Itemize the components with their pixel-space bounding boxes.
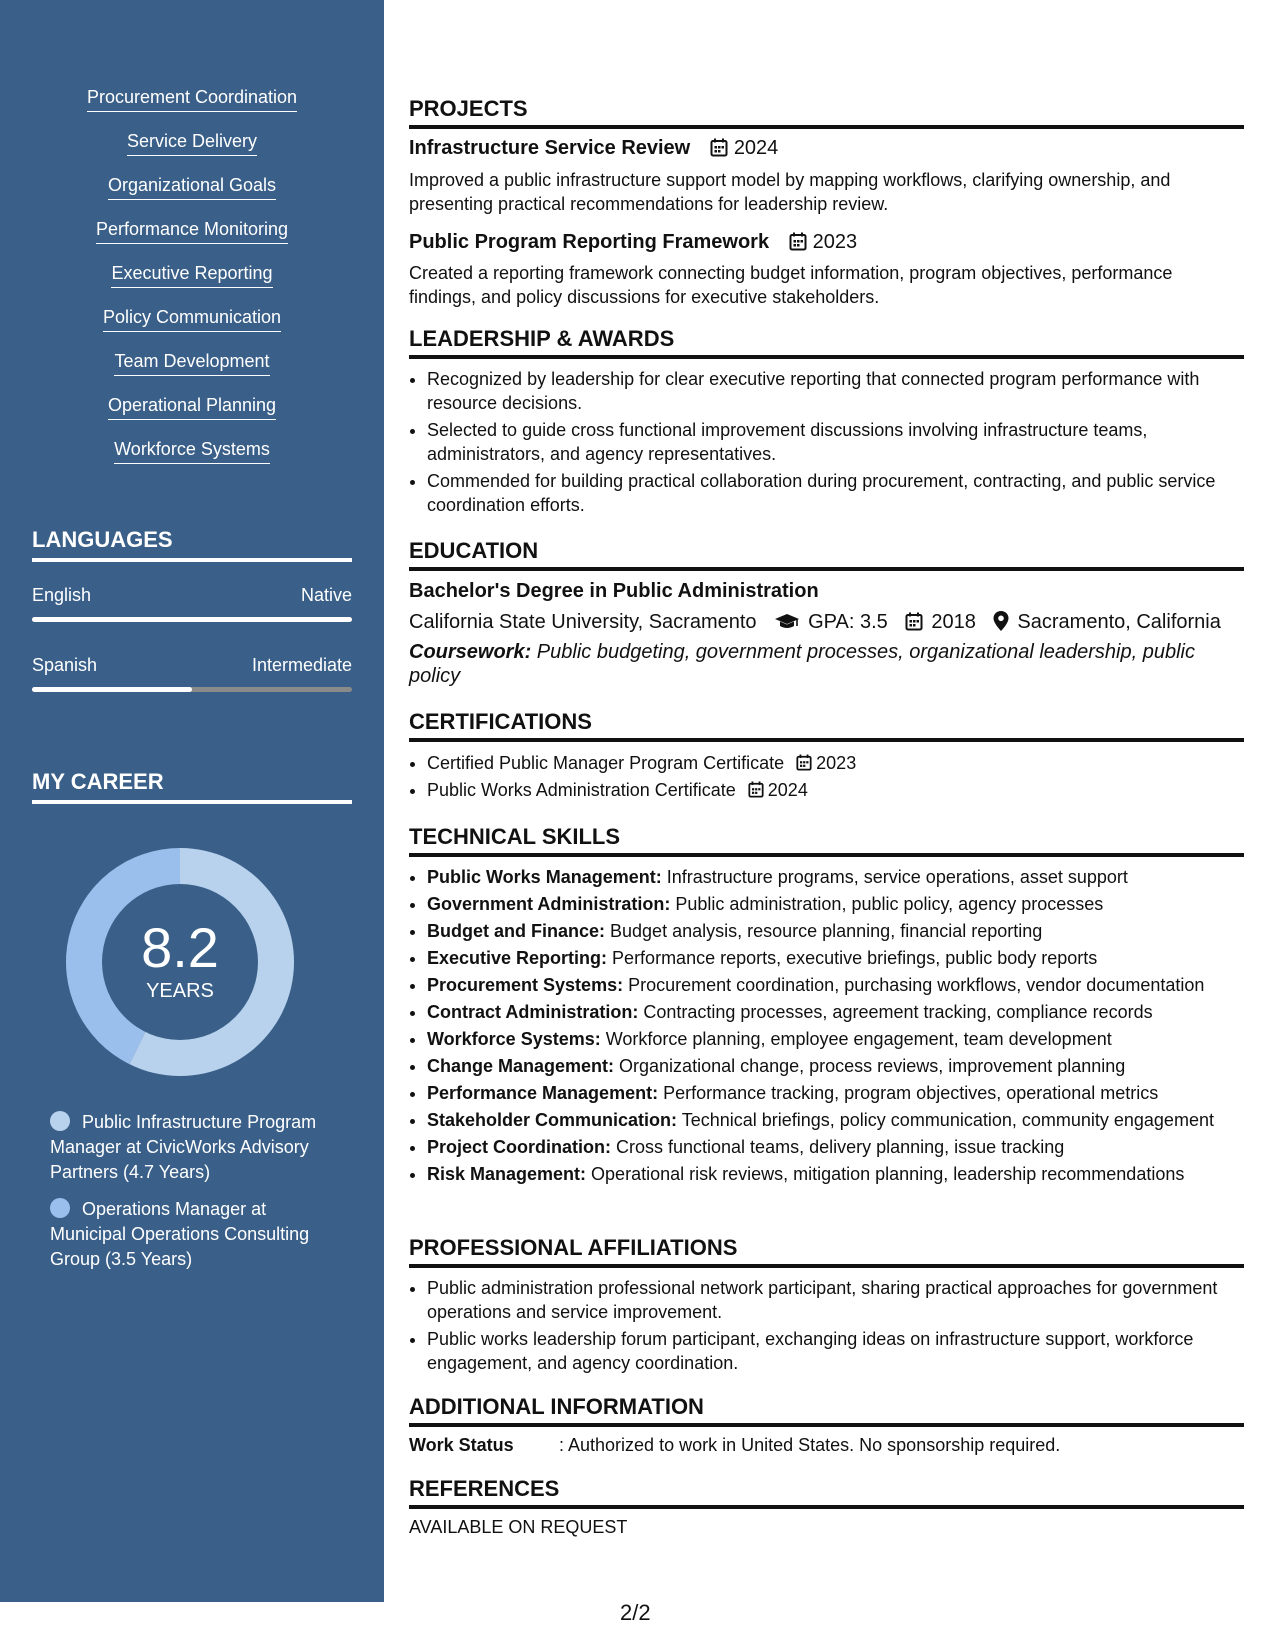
- skill-item: [427, 892, 1245, 916]
- references-heading: REFERENCES: [409, 1475, 1244, 1509]
- calendar-icon: [789, 232, 807, 251]
- project-year: 2024: [733, 137, 779, 159]
- skill-detail: Operational risk reviews, mitigation planning, leadership recommendations: [586, 1164, 1185, 1184]
- calendar-icon: [748, 781, 764, 798]
- skill-label: Risk Management:: [427, 1164, 587, 1184]
- skill-detail: Procurement coordination, purchasing workflows, vendor documentation: [623, 975, 1205, 995]
- skill-label: Change Management:: [427, 1056, 615, 1076]
- skill-tag: Executive Reporting: [111, 262, 272, 288]
- skill-detail: Technical briefings, policy communication, community engagement: [677, 1110, 1214, 1130]
- skill-item: [427, 1000, 1245, 1024]
- career-heading: MY CAREER: [32, 768, 352, 804]
- language-bar: [32, 617, 352, 622]
- language-name: Spanish: [32, 655, 98, 675]
- legend-dot: [50, 1198, 70, 1218]
- project-name: Infrastructure Service Review: [409, 137, 691, 159]
- additional-info-heading: ADDITIONAL INFORMATION: [409, 1393, 1244, 1427]
- language-bar-fill: [32, 687, 192, 692]
- skill-label: Executive Reporting:: [427, 948, 608, 968]
- language-level: Intermediate: [251, 655, 352, 675]
- skill-detail: Contracting processes, agreement tracking, compliance records: [638, 1002, 1153, 1022]
- sidebar: [0, 0, 384, 1602]
- list-item: • Recognized by leadership for clear executive reporting that connected program performance with resource decisions.: [427, 367, 1245, 415]
- list-item: • Commended for building practical collaboration during procurement, contracting, and public service coordination efforts.: [427, 469, 1245, 517]
- skill-label: Stakeholder Communication:: [427, 1110, 678, 1130]
- skill-tag: Operational Planning: [108, 394, 276, 420]
- skill-tag: Organizational Goals: [108, 174, 276, 200]
- certification-name: Certified Public Manager Program Certificate: [427, 753, 785, 773]
- leadership-list: [409, 367, 1245, 520]
- references-text: AVAILABLE ON REQUEST: [409, 1517, 628, 1537]
- skill-label: Performance Management:: [427, 1083, 659, 1103]
- calendar-icon: [710, 138, 728, 157]
- skill-item: [427, 1081, 1245, 1105]
- skill-detail: Organizational change, process reviews, improvement planning: [614, 1056, 1126, 1076]
- skill-tag: Procurement Coordination: [87, 86, 297, 112]
- certification-year: 2024: [767, 780, 808, 800]
- calendar-icon: [905, 612, 923, 631]
- coursework: [409, 640, 1229, 688]
- graduation-cap-icon: [774, 613, 800, 631]
- project-description: Improved a public infrastructure support model by mapping workflows, clarifying ownership, and presenting practical recommendations for leadership review.: [409, 170, 1171, 214]
- career-years-label: YEARS: [146, 980, 214, 1002]
- skill-item: [427, 1162, 1245, 1186]
- school-name: California State University, Sacramento: [409, 611, 757, 633]
- project-description: Created a reporting framework connecting budget information, program objectives, performance findings, and policy discussions for executive stakeholders.: [409, 263, 1173, 307]
- career-total-years: 8.2: [141, 916, 219, 979]
- list-item: • Selected to guide cross functional improvement discussions involving infrastructure teams, administrators, and agency representatives.: [427, 418, 1245, 466]
- list-item: • Public works leadership forum participant, exchanging ideas on infrastructure support, workforce engagement, and agency coordination.: [427, 1327, 1245, 1375]
- skill-tag: Policy Communication: [103, 306, 281, 332]
- skill-tag: Performance Monitoring: [96, 218, 288, 244]
- projects-heading: PROJECTS: [409, 95, 1244, 129]
- project-name: Public Program Reporting Framework: [409, 231, 770, 253]
- skill-label: Contract Administration:: [427, 1002, 639, 1022]
- skill-item: [427, 1027, 1245, 1051]
- skill-label: Procurement Systems:: [427, 975, 624, 995]
- certifications-list: [409, 751, 1245, 805]
- skill-item: [427, 1108, 1245, 1132]
- skill-detail: Public administration, public policy, agency processes: [670, 894, 1104, 914]
- affiliations-list: [409, 1276, 1245, 1378]
- project-title: [409, 137, 778, 160]
- work-status-value: : Authorized to work in United States. No sponsorship required.: [559, 1435, 1061, 1455]
- coursework-text: Public budgeting, government processes, organizational leadership, public policy: [409, 641, 1195, 687]
- work-status-row: [409, 1435, 1244, 1459]
- skill-item: [427, 1135, 1245, 1159]
- skill-tag: Team Development: [114, 350, 269, 376]
- location-pin-icon: [993, 611, 1009, 631]
- skill-list: [0, 86, 384, 482]
- skill-detail: Performance reports, executive briefings, public body reports: [607, 948, 1098, 968]
- skill-detail: Cross functional teams, delivery planning, issue tracking: [611, 1137, 1065, 1157]
- language-bar: [32, 687, 352, 692]
- skill-label: Budget and Finance:: [427, 921, 606, 941]
- school-location: Sacramento, California: [1017, 611, 1221, 633]
- skill-label: Project Coordination:: [427, 1137, 611, 1157]
- skill-detail: Budget analysis, resource planning, financial reporting: [605, 921, 1043, 941]
- skill-label: Government Administration:: [427, 894, 671, 914]
- languages-heading: LANGUAGES: [32, 526, 352, 562]
- degree-title: Bachelor's Degree in Public Administration: [409, 580, 819, 602]
- skill-detail: Infrastructure programs, service operations, asset support: [661, 867, 1128, 887]
- skill-item: [427, 1054, 1245, 1078]
- certifications-heading: CERTIFICATIONS: [409, 708, 1244, 742]
- certification-item: [427, 751, 1245, 775]
- skill-detail: Workforce planning, employee engagement, team development: [600, 1029, 1112, 1049]
- technical-skills-list: [409, 865, 1245, 1189]
- page-number: 2/2: [620, 1600, 651, 1625]
- skill-item: [427, 946, 1245, 970]
- leadership-heading: LEADERSHIP & AWARDS: [409, 325, 1244, 359]
- skill-label: Workforce Systems:: [427, 1029, 601, 1049]
- coursework-label: Coursework:: [409, 641, 532, 663]
- education-details: [409, 611, 1221, 634]
- skill-item: [427, 973, 1245, 997]
- technical-skills-heading: TECHNICAL SKILLS: [409, 823, 1244, 857]
- project-year: 2023: [812, 231, 858, 253]
- career-item: [50, 1110, 340, 1185]
- language-bar-fill: [32, 617, 352, 622]
- certification-year: 2023: [816, 753, 857, 773]
- list-item: • Public administration professional network participant, sharing practical approaches for government operations and service improvement.: [427, 1276, 1245, 1324]
- legend-dot: [50, 1111, 70, 1131]
- calendar-icon: [796, 754, 812, 771]
- gpa: GPA: 3.5: [808, 611, 888, 633]
- education-heading: EDUCATION: [409, 537, 1244, 571]
- skill-tag: Workforce Systems: [114, 438, 270, 464]
- career-item-text: Operations Manager at Municipal Operations Consulting Group (3.5 Years): [50, 1199, 310, 1269]
- certification-item: [427, 778, 1245, 802]
- skill-tag: Service Delivery: [127, 130, 257, 156]
- language-name: English: [32, 585, 92, 605]
- project-title: [409, 231, 857, 254]
- work-status-label: Work Status: [409, 1435, 514, 1455]
- language-level: Native: [300, 585, 352, 605]
- skill-detail: Performance tracking, program objectives, operational metrics: [658, 1083, 1159, 1103]
- certification-name: Public Works Administration Certificate: [427, 780, 736, 800]
- skill-label: Public Works Management:: [427, 867, 662, 887]
- skill-item: [427, 919, 1245, 943]
- career-item-text: Public Infrastructure Program Manager at CivicWorks Advisory Partners (4.7 Years): [50, 1112, 317, 1182]
- affiliations-heading: PROFESSIONAL AFFILIATIONS: [409, 1234, 1244, 1268]
- skill-item: [427, 865, 1245, 889]
- career-item: [50, 1197, 340, 1272]
- graduation-year: 2018: [931, 611, 976, 633]
